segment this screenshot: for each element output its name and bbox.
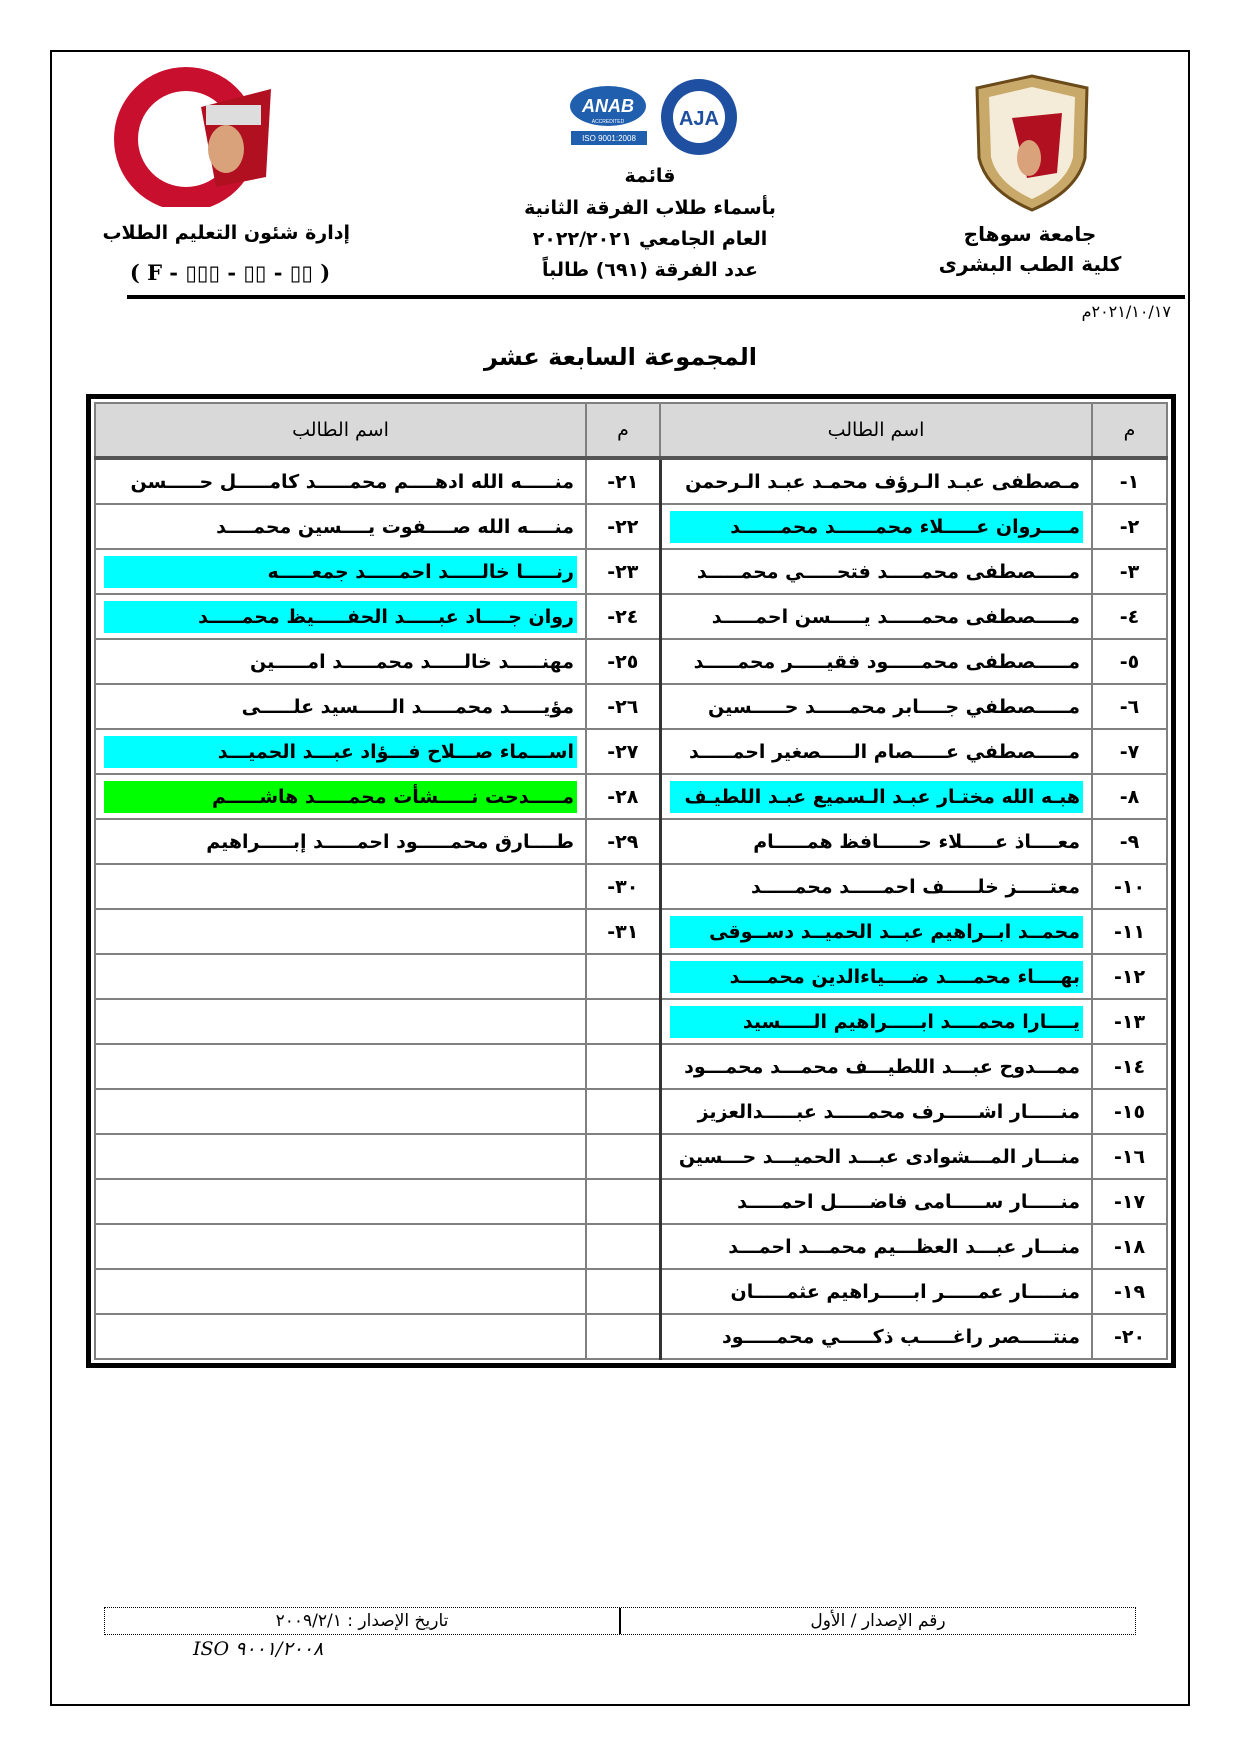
group-title: المجموعة السابعة عشر [484,343,757,371]
student-name-cell [95,1224,586,1269]
student-number [586,1314,660,1359]
iso-accreditation-logo [553,73,749,165]
document-footer [104,1607,1136,1635]
student-number: ٢٦- [586,684,660,729]
student-name-cell [660,729,1092,774]
university-name: جامعة سوهاج [963,222,1097,246]
student-number: ١٧- [1092,1179,1167,1224]
student-name-cell [660,684,1092,729]
student-number: ١٦- [1092,1134,1167,1179]
student-name: منـــار المـــشوادى عبـــد الحميـــد حـــسين [678,1145,1080,1168]
student-number: ١٩- [1092,1269,1167,1314]
student-number [586,1224,660,1269]
student-name: محمــد ابــراهيم عبــد الحميــد دســوقى [670,916,1084,948]
list-subtitle: بأسماء طلاب الفرقة الثانية [524,197,776,219]
student-name: منـــــار ســـــامى فاضـــــل احمـــــد [737,1190,1080,1213]
header-num-right: م [1092,403,1167,458]
student-number [586,1269,660,1314]
student-name: مـــــصطفي عـــــصام الـــــصغير احمـــــد [689,740,1080,763]
table-row [95,1314,1167,1359]
table-header-row [95,403,1167,458]
student-name: طــــارق محمـــــود احمـــــد إبـــــراهيم [206,830,574,853]
student-number: ٢١- [586,458,660,504]
table-row [95,954,1167,999]
student-name: معــــاذ عـــــلاء حــــــافظ همـــــام [753,830,1080,853]
document-date: ٢٠٢١/١٠/١٧م [1081,302,1171,321]
student-number: ٣٠- [586,864,660,909]
student-name: منــــه الله صــــفوت يــــسين محمــــد [216,515,574,538]
students-table [86,394,1176,1368]
header-name-left: اسم الطالب [95,403,586,458]
student-number [586,1179,660,1224]
student-number: ١- [1092,458,1167,504]
student-number [586,1134,660,1179]
student-name: مــــروان عـــــلاء محمــــــد محمــــــد [670,511,1084,543]
student-name-cell [660,1089,1092,1134]
student-number: ٣- [1092,549,1167,594]
student-number: ١٠- [1092,864,1167,909]
student-name-cell [95,549,586,594]
student-number: ٩- [1092,819,1167,864]
svg-text:ISO 9001:2008: ISO 9001:2008 [582,134,636,143]
student-number: ٢٩- [586,819,660,864]
student-number [586,954,660,999]
academic-year: العام الجامعي ٢٠٢٢/٢٠٢١ [532,228,768,250]
student-name: رنـــــا خالـــــد احمـــــد جمعـــــه [104,556,577,588]
header-num-left: م [586,403,660,458]
student-name-cell [660,549,1092,594]
svg-text:AJA: AJA [678,108,720,130]
table-row [95,458,1167,504]
table-row [95,729,1167,774]
student-name-cell [95,954,586,999]
student-name: بهــــاء محمــــد ضــــياءالدين محمــــد [670,961,1084,993]
student-name-cell [95,594,586,639]
student-number: ٢- [1092,504,1167,549]
student-name: روان جــــاد عبـــــد الحفـــــيظ محمـــــد [104,601,577,633]
student-number: ٢٧- [586,729,660,774]
student-name-cell [95,1269,586,1314]
student-number: ٢٣- [586,549,660,594]
student-name: منـــــار عمـــــر ابـــــراهيم عثمـــــان [730,1280,1080,1303]
student-name-cell [95,504,586,549]
table-row [95,1224,1167,1269]
student-number: ١٣- [1092,999,1167,1044]
student-name-cell [660,1134,1092,1179]
faculty-logo [106,67,302,207]
student-name-cell [95,684,586,729]
student-name-cell [660,1269,1092,1314]
table-row [95,909,1167,954]
student-name: مـــــصطفي جــــابر محمـــــد حـــــسين [708,695,1080,718]
student-name: هبـه الله مختـار عبـد الـسميع عبـد اللطيـف [670,781,1084,813]
student-number [586,1044,660,1089]
student-number: ٥- [1092,639,1167,684]
student-number: ١٢- [1092,954,1167,999]
table-row [95,1179,1167,1224]
student-number [586,1089,660,1134]
student-name-cell [660,1044,1092,1089]
student-name-cell [95,1044,586,1089]
table-row [95,504,1167,549]
student-name-cell [95,639,586,684]
table-row [95,774,1167,819]
header-name-right: اسم الطالب [660,403,1092,458]
student-name: مـــــدحت نـــــشأت محمـــــد هاشـــــم [104,781,577,813]
student-name-cell [660,639,1092,684]
student-name: مـــــصطفى محمـــــد يـــــسن احمـــــد [711,605,1080,628]
student-name-cell [95,864,586,909]
faculty-name: كلية الطب البشرى [938,252,1122,276]
student-name-cell [660,819,1092,864]
student-name-cell [660,1224,1092,1269]
student-number: ١١- [1092,909,1167,954]
table-row [95,549,1167,594]
student-name: مـصطفى عبـد الـرؤف محمـد عبـد الـرحمن [685,470,1080,493]
student-name: منـــــه الله ادهــــم محمـــــد كامـــــل حـــــسن [130,470,574,493]
form-code: ( F - ▯▯▯ - ▯▯ - ▯▯ ) [129,260,331,285]
student-name-cell [95,774,586,819]
student-name: مـــــصطفى محمـــــود فقيـــــر محمـــــد [693,650,1080,673]
table-row [95,864,1167,909]
department-name: إدارة شئون التعليم الطلاب [102,222,350,244]
table-row [95,999,1167,1044]
student-name-cell [95,1089,586,1134]
student-name-cell [95,458,586,504]
student-number: ٣١- [586,909,660,954]
student-name-cell [660,999,1092,1044]
table-row [95,639,1167,684]
table-row [95,1044,1167,1089]
student-number: ٨- [1092,774,1167,819]
header-divider [127,295,1185,299]
table-row [95,1089,1167,1134]
student-name-cell [660,504,1092,549]
student-number: ١٥- [1092,1089,1167,1134]
student-name: منـــــار اشـــــرف محمـــــد عبـــــدالعزيز [697,1100,1080,1123]
student-name-cell [660,909,1092,954]
table-row [95,684,1167,729]
student-number [586,999,660,1044]
student-name-cell [660,864,1092,909]
class-count: عدد الفرقة (٦٩١) طالباً [542,259,758,281]
version-number: رقم الإصدار / الأول [619,1608,1135,1634]
student-number: ٦- [1092,684,1167,729]
student-number: ٢٢- [586,504,660,549]
table-row [95,1269,1167,1314]
list-label: قائمة [624,165,676,187]
student-name: مؤيـــــد محمـــــد الـــــسيد علـــــى [241,695,574,718]
issue-date: تاريخ الإصدار : ٢٠٠٩/٢/١ [275,1611,449,1631]
student-name-cell [95,909,586,954]
student-name-cell [660,1314,1092,1359]
table-row [95,819,1167,864]
student-name-cell [660,774,1092,819]
svg-text:ANAB: ANAB [582,96,634,116]
student-number: ٢٨- [586,774,660,819]
student-number: ٢٠- [1092,1314,1167,1359]
student-number: ٤- [1092,594,1167,639]
student-name: اســـماء صـــلاح فـــؤاد عبـــد الحميـــد [104,736,577,768]
student-name: مهنـــــد خالـــــد محمـــــد امـــــين [249,650,574,673]
student-name-cell [95,1179,586,1224]
svg-text:ACCREDITED: ACCREDITED [591,119,625,125]
student-name: منـــار عبـــد العظـــيم محمـــد احمـــد [728,1235,1080,1258]
student-name-cell [660,458,1092,504]
student-name-cell [660,1179,1092,1224]
table-row [95,1134,1167,1179]
student-name-cell [95,729,586,774]
student-name: منتـــــصر راغـــــب ذكـــــي محمـــــود [722,1325,1080,1348]
student-number: ١٨- [1092,1224,1167,1269]
student-name-cell [95,999,586,1044]
student-name: مـــــصطفى محمـــــد فتحـــــي محمـــــد [696,560,1080,583]
student-number: ١٤- [1092,1044,1167,1089]
student-name-cell [660,954,1092,999]
student-number: ٧- [1092,729,1167,774]
student-name: معتـــــز خلـــــف احمـــــد محمـــــد [751,875,1080,898]
iso-standard: ISO ٩٠٠١/٢٠٠٨ [193,1638,324,1660]
student-name-cell [95,1314,586,1359]
student-name-cell [95,1134,586,1179]
student-name: ممـــدوح عبـــد اللطيـــف محمـــد محمـــود [684,1055,1080,1078]
university-seal [967,73,1097,213]
student-number: ٢٤- [586,594,660,639]
student-name: يــــارا محمــــد ابـــــراهيم الـــــسيد [670,1006,1084,1038]
table-row [95,594,1167,639]
student-name-cell [660,594,1092,639]
student-number: ٢٥- [586,639,660,684]
student-name-cell [95,819,586,864]
